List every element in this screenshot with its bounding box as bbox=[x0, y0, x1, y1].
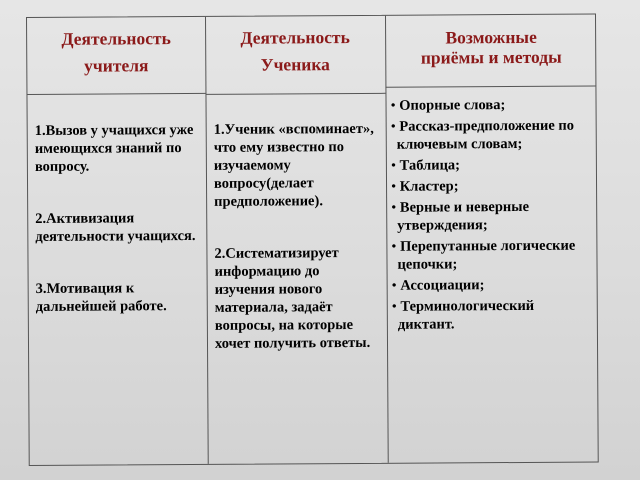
header-methods-line-1: Возможные bbox=[445, 26, 537, 48]
method-item bbox=[391, 117, 591, 154]
teacher-item-3: 3.Мотивация к дальнейшей работе. bbox=[35, 280, 167, 315]
header-student-line-1: Деятельность bbox=[240, 27, 350, 48]
header-methods bbox=[385, 27, 597, 68]
methods-list-wrap bbox=[390, 96, 591, 337]
method-text: Верные и неверные утверждения; bbox=[397, 198, 530, 234]
teacher-activities bbox=[35, 121, 204, 316]
method-text: Таблица; bbox=[399, 157, 461, 174]
bullet-icon: • bbox=[390, 157, 397, 174]
header-teacher-line-2: учителя bbox=[84, 55, 149, 76]
bullet-icon: • bbox=[390, 97, 396, 114]
header-divider-teacher bbox=[27, 93, 205, 95]
column-divider-2 bbox=[385, 16, 389, 463]
bullet-icon: • bbox=[390, 178, 397, 195]
activity-table bbox=[26, 14, 599, 466]
student-item-1: 1.Ученик «вспоминает», что ему известно по изучаемому вопросу(делает предположение). bbox=[213, 120, 374, 210]
method-item bbox=[391, 177, 591, 196]
bullet-icon: • bbox=[391, 298, 397, 315]
student-activities bbox=[214, 120, 383, 353]
method-text: Рассказ-предположение по ключевым словам; bbox=[396, 117, 575, 153]
header-teacher-line-1: Деятельность bbox=[61, 28, 171, 49]
method-item bbox=[390, 96, 590, 115]
method-text: Кластер; bbox=[399, 178, 459, 195]
teacher-item-1: 1.Вызов у учащихся уже имеющихся знаний по вопросу. bbox=[34, 121, 194, 175]
method-text: Опорные слова; bbox=[399, 97, 506, 114]
bullet-icon: • bbox=[390, 118, 396, 135]
bullet-icon: • bbox=[391, 238, 397, 255]
method-text: Ассоциации; bbox=[400, 277, 485, 294]
methods-list bbox=[390, 96, 591, 334]
header-teacher bbox=[27, 25, 205, 80]
method-item bbox=[391, 237, 591, 274]
method-item bbox=[392, 276, 592, 295]
header-student-line-2: Ученика bbox=[260, 54, 330, 75]
bullet-icon: • bbox=[391, 277, 397, 294]
teacher-item-2: 2.Активизация деятельности учащихся. bbox=[35, 210, 196, 245]
method-item bbox=[392, 297, 592, 334]
header-student bbox=[205, 24, 385, 79]
column-divider-1 bbox=[205, 17, 209, 464]
student-item-2: 2.Систематизирует информацию до изучения нового материала, задаёт вопросы, на которые хочет получить ответы. bbox=[214, 245, 371, 352]
header-divider-student bbox=[205, 93, 385, 95]
method-item bbox=[391, 198, 591, 235]
method-item bbox=[391, 156, 591, 175]
method-text: Терминологический диктант. bbox=[397, 297, 535, 333]
method-text: Перепутанные логические цепочки; bbox=[397, 237, 576, 273]
bullet-icon: • bbox=[391, 199, 397, 216]
header-divider-methods bbox=[385, 86, 595, 88]
header-methods-line-2: приёмы и методы bbox=[420, 46, 562, 68]
